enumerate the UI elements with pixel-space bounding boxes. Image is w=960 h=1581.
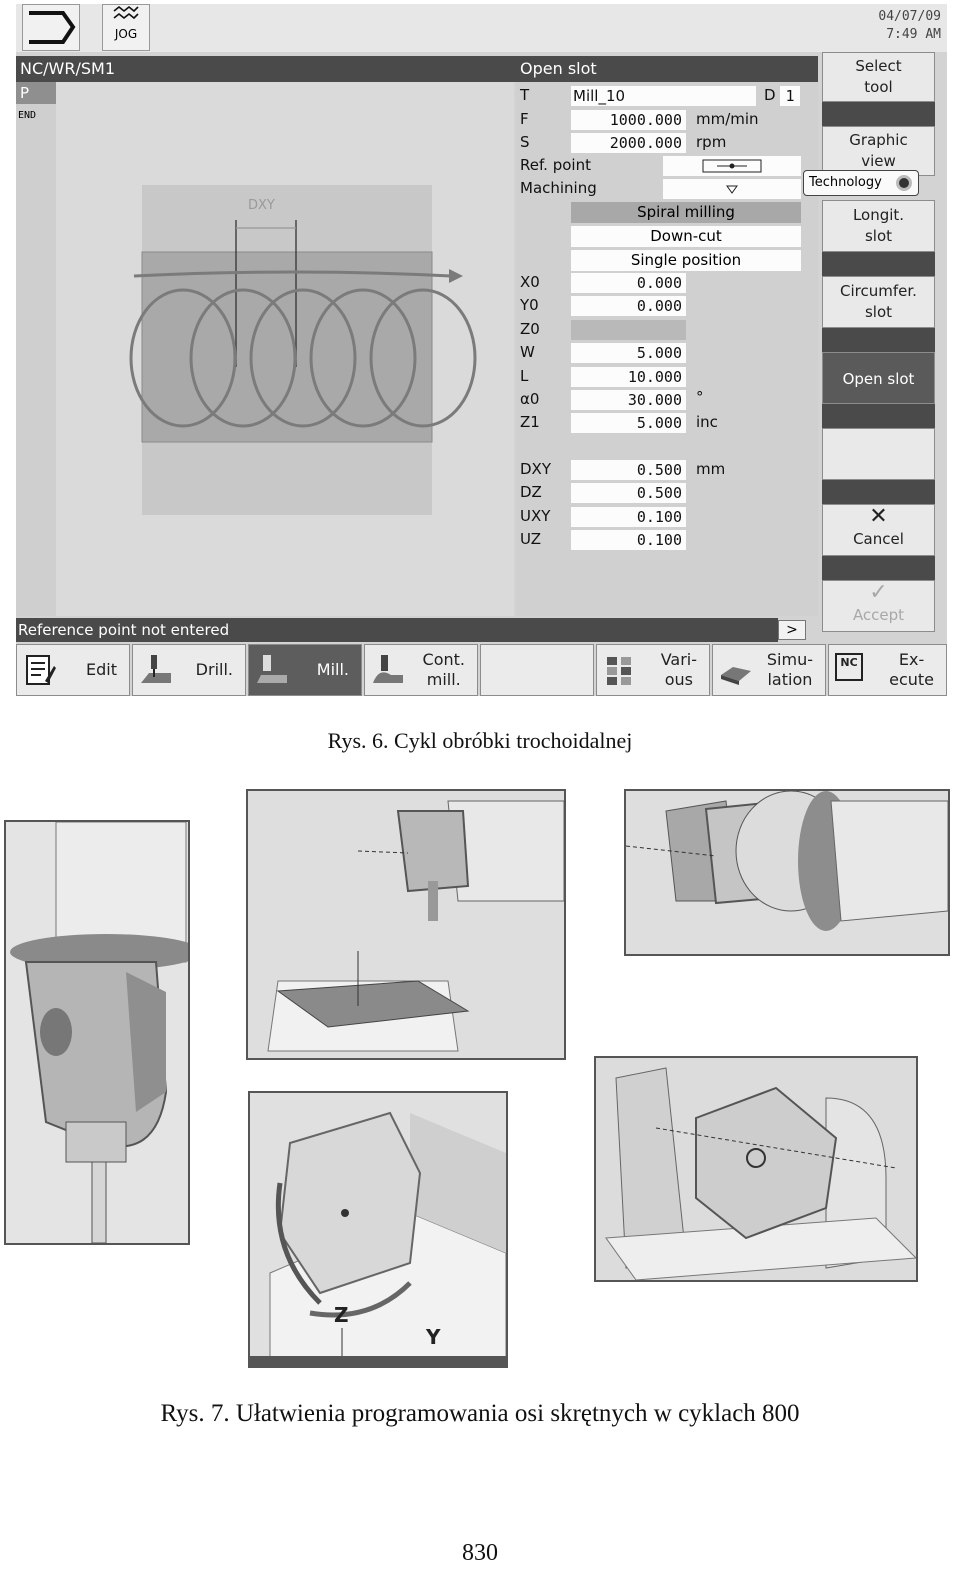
tool-field[interactable]: Mill_10 xyxy=(571,86,756,106)
program-path-bar xyxy=(16,56,516,82)
machining-selector[interactable] xyxy=(663,179,801,199)
softkey-separator xyxy=(822,252,935,276)
return-button[interactable] xyxy=(22,4,80,51)
param-field-dxy[interactable]: 0.500 xyxy=(571,460,686,480)
figure-6-caption: Rys. 6. Cykl obróbki trochoidalnej xyxy=(327,728,633,753)
param-label-s: S xyxy=(520,133,530,151)
empty-hsoftkey[interactable] xyxy=(480,644,594,696)
option-milling-method[interactable]: Spiral milling xyxy=(571,202,801,223)
nc-execute-icon: NC xyxy=(835,653,863,681)
param-field-alpha0[interactable]: 30.000 xyxy=(571,390,686,410)
param-field-dz[interactable]: 0.500 xyxy=(571,483,686,503)
trunnion-table-view xyxy=(594,1056,918,1282)
mill-softkey[interactable] xyxy=(248,644,362,696)
dxy-dimension-label: DXY xyxy=(248,198,275,213)
softkey-separator xyxy=(822,328,935,352)
longit-slot-softkey[interactable]: Longit. slot xyxy=(822,200,935,252)
param-field-y0[interactable]: 0.000 xyxy=(571,296,686,316)
param-label-dz: DZ xyxy=(520,483,542,501)
param-field-s[interactable]: 2000.000 xyxy=(571,133,686,153)
drill-softkey[interactable] xyxy=(132,644,246,696)
message-line xyxy=(16,618,778,642)
machining-icon xyxy=(663,179,801,199)
param-field-uz[interactable]: 0.100 xyxy=(571,530,686,550)
horizontal-head-illustration xyxy=(248,791,564,1058)
param-label-y0: Y0 xyxy=(520,296,539,314)
panel-footer-bar xyxy=(250,1356,506,1366)
select-tool-softkey[interactable]: Select tool xyxy=(822,52,935,102)
cont-mill-softkey[interactable] xyxy=(364,644,478,696)
datetime xyxy=(878,8,941,44)
machining-label: Machining xyxy=(520,179,597,197)
execute-label: Ex- ecute xyxy=(889,650,934,689)
figure-7-caption: Rys. 7. Ułatwienia programowania osi skrętnych w cyklach 800 xyxy=(160,1400,800,1427)
horizontal-head-view xyxy=(246,789,566,1060)
param-label-alpha0: α0 xyxy=(520,390,540,408)
return-icon xyxy=(23,5,79,50)
param-unit-f: mm/min xyxy=(696,110,759,128)
ref-point-icon xyxy=(663,156,801,176)
param-label-uz: UZ xyxy=(520,530,541,548)
param-field-w[interactable]: 5.000 xyxy=(571,343,686,363)
param-field-x0[interactable]: 0.000 xyxy=(571,273,686,293)
swivel-head-illustration xyxy=(6,822,188,1243)
param-field-l[interactable]: 10.000 xyxy=(571,367,686,387)
softkey-separator xyxy=(822,102,935,126)
technology-tooltip xyxy=(803,170,919,196)
dialog-title-bar xyxy=(516,56,818,82)
cont-mill-label: Cont. mill. xyxy=(422,650,465,689)
param-field-z0[interactable] xyxy=(571,320,686,340)
page-number: 830 xyxy=(462,1540,498,1566)
simulation-softkey[interactable] xyxy=(712,644,826,696)
swivel-head-view xyxy=(4,820,190,1245)
param-label-dxy: DXY xyxy=(520,460,551,478)
param-unit-alpha0: ° xyxy=(696,388,704,406)
cancel-x-icon: ✕ xyxy=(869,504,888,529)
edit-softkey[interactable] xyxy=(16,644,130,696)
drill-label: Drill. xyxy=(195,660,233,679)
softkey-separator xyxy=(822,480,935,504)
cancel-label: Cancel xyxy=(853,530,904,548)
drill-icon xyxy=(139,653,173,687)
edit-label: Edit xyxy=(86,660,117,679)
trochoidal-slot-diagram xyxy=(56,82,514,616)
technology-toggle-icon xyxy=(896,175,912,191)
various-icon xyxy=(603,653,637,687)
jog-label: JOG xyxy=(114,27,138,41)
softkey-separator xyxy=(822,404,935,428)
jog-mode-indicator xyxy=(102,4,150,51)
more-arrow-button[interactable]: > xyxy=(778,620,806,640)
various-softkey[interactable] xyxy=(596,644,710,696)
status-bar xyxy=(16,4,947,52)
open-slot-softkey[interactable]: Open slot xyxy=(822,352,935,404)
rotary-spindle-view xyxy=(624,789,950,956)
param-label-w: W xyxy=(520,343,535,361)
date-text: 04/07/09 xyxy=(878,9,941,24)
program-path: NC/WR/SM1 xyxy=(20,59,115,78)
param-unit-s: rpm xyxy=(696,133,727,151)
tool-label: T xyxy=(520,86,530,104)
ref-point-selector[interactable] xyxy=(663,156,801,176)
param-label-uxy: UXY xyxy=(520,507,551,525)
accept-check-icon: ✓ xyxy=(869,580,888,605)
accept-label: Accept xyxy=(852,606,905,624)
ref-point-label: Ref. point xyxy=(520,156,591,174)
d-field[interactable]: 1 xyxy=(780,86,800,106)
various-label: Vari- ous xyxy=(660,650,697,689)
z-axis-label: Z xyxy=(334,1303,349,1327)
option-position-pattern[interactable]: Single position xyxy=(571,250,801,271)
mill-icon xyxy=(255,653,289,687)
dialog-title: Open slot xyxy=(520,59,597,78)
softkey-separator xyxy=(822,556,935,580)
simulation-icon xyxy=(719,653,753,687)
param-field-f[interactable]: 1000.000 xyxy=(571,110,686,130)
tilting-table-illustration xyxy=(250,1093,506,1366)
param-field-uxy[interactable]: 0.100 xyxy=(571,507,686,527)
cancel-softkey[interactable] xyxy=(822,504,935,556)
tilting-table-view xyxy=(248,1091,508,1368)
mill-label: Mill. xyxy=(316,660,349,679)
graphic-view-softkey[interactable]: Graphic view xyxy=(822,126,935,176)
program-strip xyxy=(16,82,56,616)
jog-wave-icon xyxy=(111,5,141,25)
empty-softkey[interactable] xyxy=(822,428,935,480)
program-line-p[interactable]: P xyxy=(16,82,56,104)
param-label-f: F xyxy=(520,110,529,128)
time-text: 7:49 AM xyxy=(886,27,941,42)
param-label-l: L xyxy=(520,367,529,385)
param-unit-dxy: mm xyxy=(696,460,726,478)
option-cut-direction[interactable]: Down-cut xyxy=(571,226,801,247)
param-label-z1: Z1 xyxy=(520,413,540,431)
technology-tooltip-text: Technology xyxy=(809,175,882,190)
cont-mill-icon xyxy=(371,653,405,687)
param-label-z0: Z0 xyxy=(520,320,540,338)
rotary-spindle-illustration xyxy=(626,791,948,954)
y-axis-label: Y xyxy=(426,1325,441,1349)
param-label-x0: X0 xyxy=(520,273,540,291)
param-field-z1[interactable]: 5.000 xyxy=(571,413,686,433)
simulation-label: Simu- lation xyxy=(766,650,813,689)
message-text: Reference point not entered xyxy=(18,621,230,639)
trunnion-table-illustration xyxy=(596,1058,916,1280)
circumfer-slot-softkey[interactable]: Circumfer. slot xyxy=(822,276,935,328)
d-label: D xyxy=(764,86,776,104)
help-graphic-area xyxy=(56,82,514,616)
execute-softkey[interactable] xyxy=(828,644,947,696)
param-unit-z1: inc xyxy=(696,413,718,431)
cnc-screen xyxy=(16,4,947,696)
accept-softkey[interactable] xyxy=(822,580,935,632)
edit-icon xyxy=(23,653,57,687)
program-line-end[interactable]: END xyxy=(18,110,37,121)
